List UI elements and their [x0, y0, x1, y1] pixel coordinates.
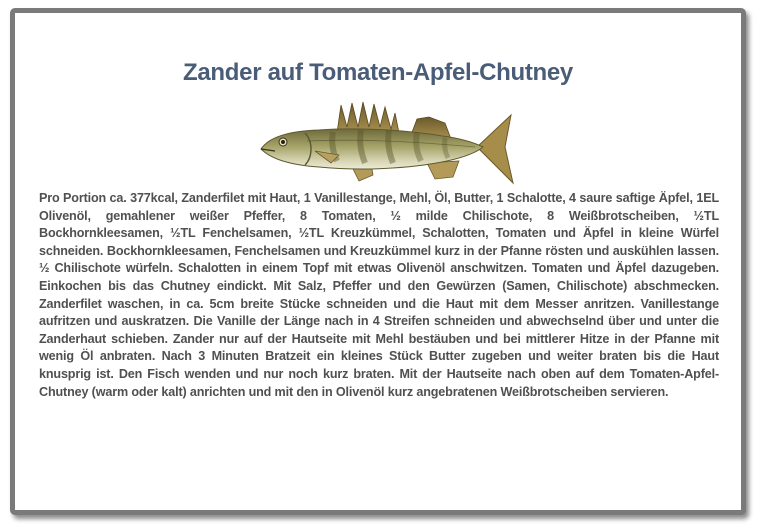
recipe-card — [10, 8, 746, 515]
zander-fish-icon — [249, 97, 519, 197]
recipe-title: Zander auf Tomaten-Apfel-Chutney — [183, 59, 573, 86]
recipe-text: Pro Portion ca. 377kcal, Zanderfilet mit Haut, 1 Vanillestange, Mehl, Öl, Butter, 1 Schalotte, 4 saure saftige Äpfel, 1EL Olivenöl, gemahlener weißer Pfeffer, 8 Tomaten, ½ milde Chilischote, 8 Weißbrotscheiben, ½TL Bockhornkleesamen, ½TL Fenchelsamen, ½TL Kreuzkümmel, Schalotten, Tomaten und Äpfel in kleine Würfel schneiden. Bockhornkleesamen, Fenchelsamen und Kreuzkümmel kurz in der Pfanne rösten und auskühlen lassen. ½ Chilischote würfeln. Schalotten in einem Topf mit etwas Olivenöl anschwitzen. Tomaten und Äpfel dazugeben. Einkochen bis das Chutney eindickt. Mit Salz, Pfeffer und den Gewürzen (Samen, Chilischote) abschmecken. Zanderfilet waschen, in ca. 5cm breite Stücke schneiden und die Haut mit dem Messer anritzen. Vanillestange aufritzen und auskratzen. Die Vanille der Länge nach in 4 Streifen schneiden und abwechselnd über und unter die Zanderhaut schieben. Zander nur auf der Hautseite mit Mehl bestäuben und bei mittlerer Hitze in der Pfanne mit wenig Öl anbraten. Nach 3 Minuten Bratzeit ein kleines Stück Butter zugeben und weiter braten bis die Haut knusprig ist. Den Fisch wenden und nur noch kurz braten. Mit der Hautseite nach oben auf dem Tomaten-Apfel-Chutney (warm oder kalt) anrichten und mit den in Olivenöl kurz angebratenen Weißbrotscheiben servieren. — [39, 191, 719, 399]
